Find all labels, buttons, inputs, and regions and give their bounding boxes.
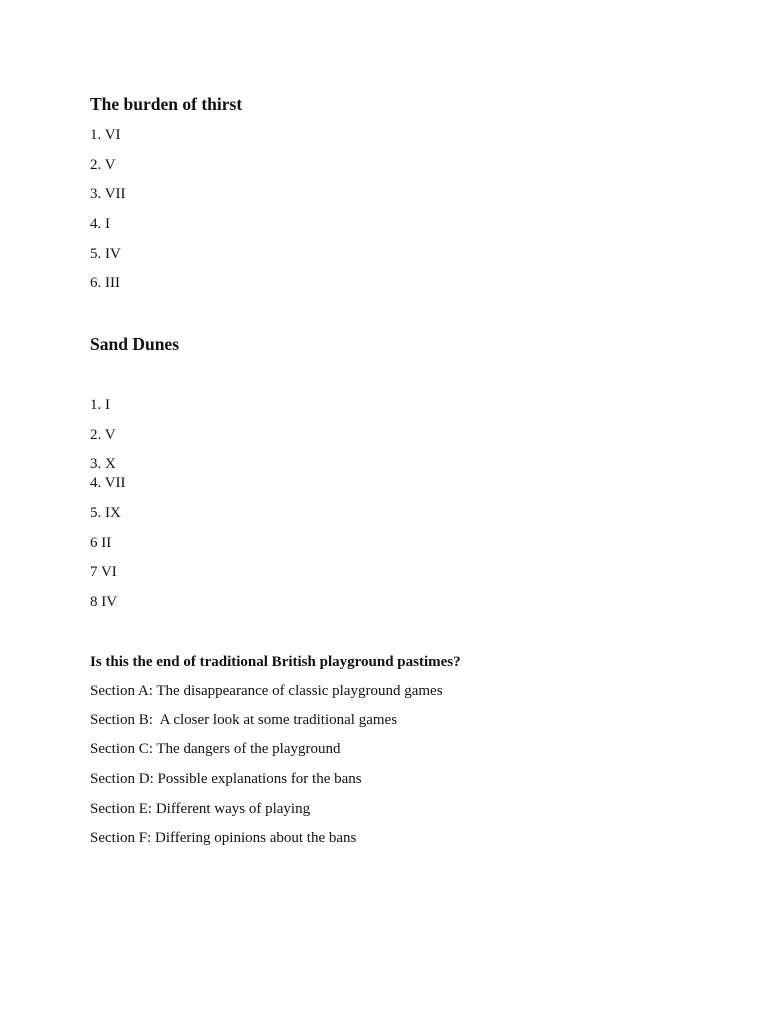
answer-item: 2. V (90, 427, 116, 443)
answer-item: 6. III (90, 275, 120, 291)
answer-item: 3. X (90, 456, 116, 472)
answer-item: 4. I (90, 216, 110, 232)
section-heading-item: Section C: The dangers of the playground (90, 741, 341, 757)
answer-item: 7 VI (90, 564, 117, 580)
section-heading-item: Section E: Different ways of playing (90, 801, 311, 817)
answer-item: 8 IV (90, 594, 118, 610)
section-title-sand-dunes: Sand Dunes (90, 334, 180, 354)
section-heading-item: Section B: A closer look at some traditional games (90, 712, 398, 728)
answer-item: 5. IX (90, 505, 121, 521)
answer-item: 6 II (90, 535, 112, 551)
answer-item: 3. VII (90, 186, 126, 202)
answer-item: 1. I (90, 397, 110, 413)
answer-item: 2. V (90, 157, 116, 173)
answer-item: 5. IV (90, 246, 121, 262)
answer-item: 4. VII (90, 475, 126, 491)
section-heading-item: Section A: The disappearance of classic playground games (90, 683, 443, 699)
section-heading-item: Section F: Differing opinions about the bans (90, 830, 357, 846)
answer-item: 1. VI (90, 127, 121, 143)
section-title-playground-pastimes: Is this the end of traditional British playground pastimes? (90, 654, 461, 670)
section-heading-item: Section D: Possible explanations for the bans (90, 771, 362, 787)
section-title-burden-of-thirst: The burden of thirst (90, 94, 243, 114)
